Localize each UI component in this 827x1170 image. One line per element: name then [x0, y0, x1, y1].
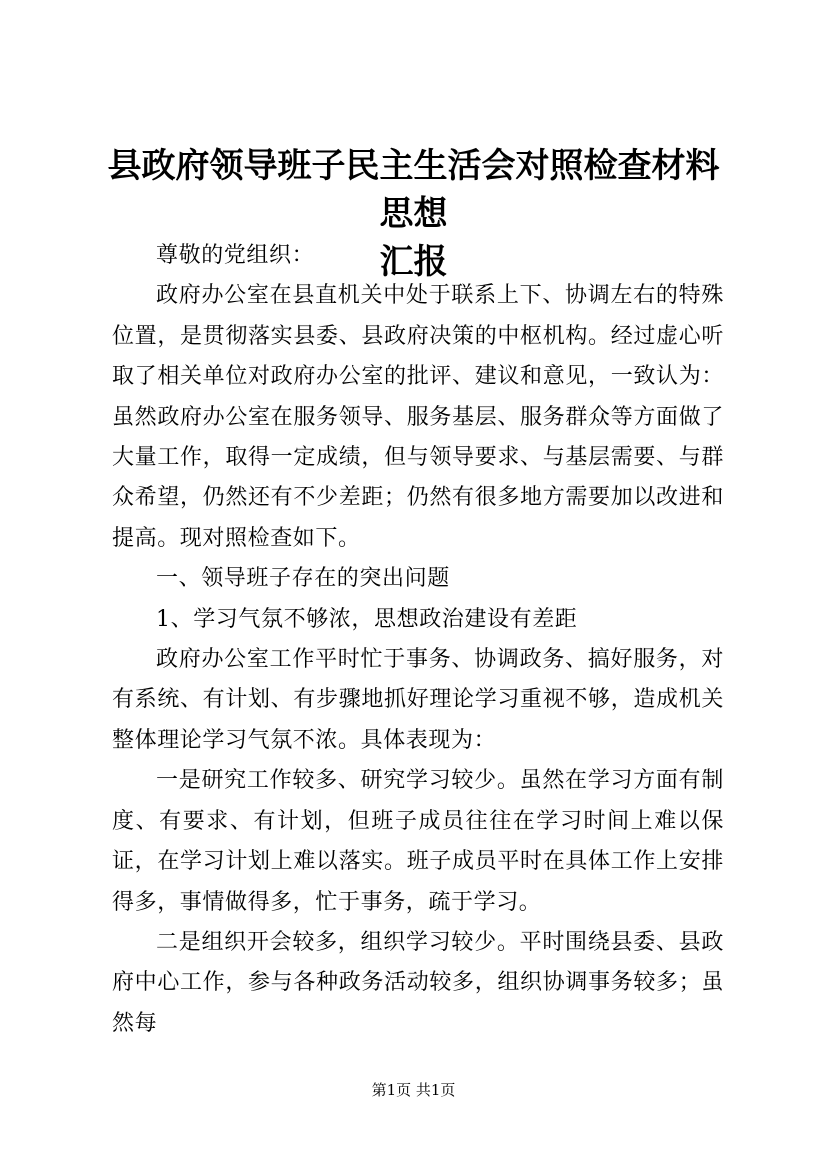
title-line-1: 县政府领导班子民主生活会对照检查材料思想 [107, 146, 720, 234]
salutation: 尊敬的党组织： [156, 243, 315, 268]
page-footer: 第1页 共1页 [371, 1081, 456, 1099]
paragraph-point-2: 二是组织开会较多，组织学习较少。平时围绕县委、县政府中心工作，参与各种政务活动较多，组织协调事务较多；虽然每 [112, 929, 724, 1036]
section-heading-1: 一、领导班子存在的突出问题 [156, 566, 450, 592]
subsection-heading-1: 1、学习气氛不够浓，思想政治建设有差距 [156, 606, 578, 632]
paragraph-intro: 政府办公室在县直机关中处于联系上下、协调左右的特殊位置，是贯彻落实县委、县政府决策的中枢机构。经过虚心听取了相关单位对政府办公室的批评、建议和意见，一致认为：虽然政府办公室在服务领导、服务基层、服务群众等方面做了大量工作，取得一定成绩，但与领导要求、与基层需要、与群众希望，仍然还有不少差距；仍然有很多地方需要加以改进和提高。现对照检查如下。 [112, 283, 724, 551]
paragraph-study: 政府办公室工作平时忙于事务、协调政务、搞好服务，对有系统、有计划、有步骤地抓好理论学习重视不够，造成机关整体理论学习气氛不浓。具体表现为： [112, 647, 724, 753]
title-line-2: 汇报 [379, 242, 448, 282]
paragraph-point-1: 一是研究工作较多、研究学习较少。虽然在学习方面有制度、有要求、有计划，但班子成员往往在学习时间上难以保证，在学习计划上难以落实。班子成员平时在具体工作上安排得多，事情做得多，忙于事务，疏于学习。 [112, 768, 724, 915]
document-body [112, 236, 724, 1044]
